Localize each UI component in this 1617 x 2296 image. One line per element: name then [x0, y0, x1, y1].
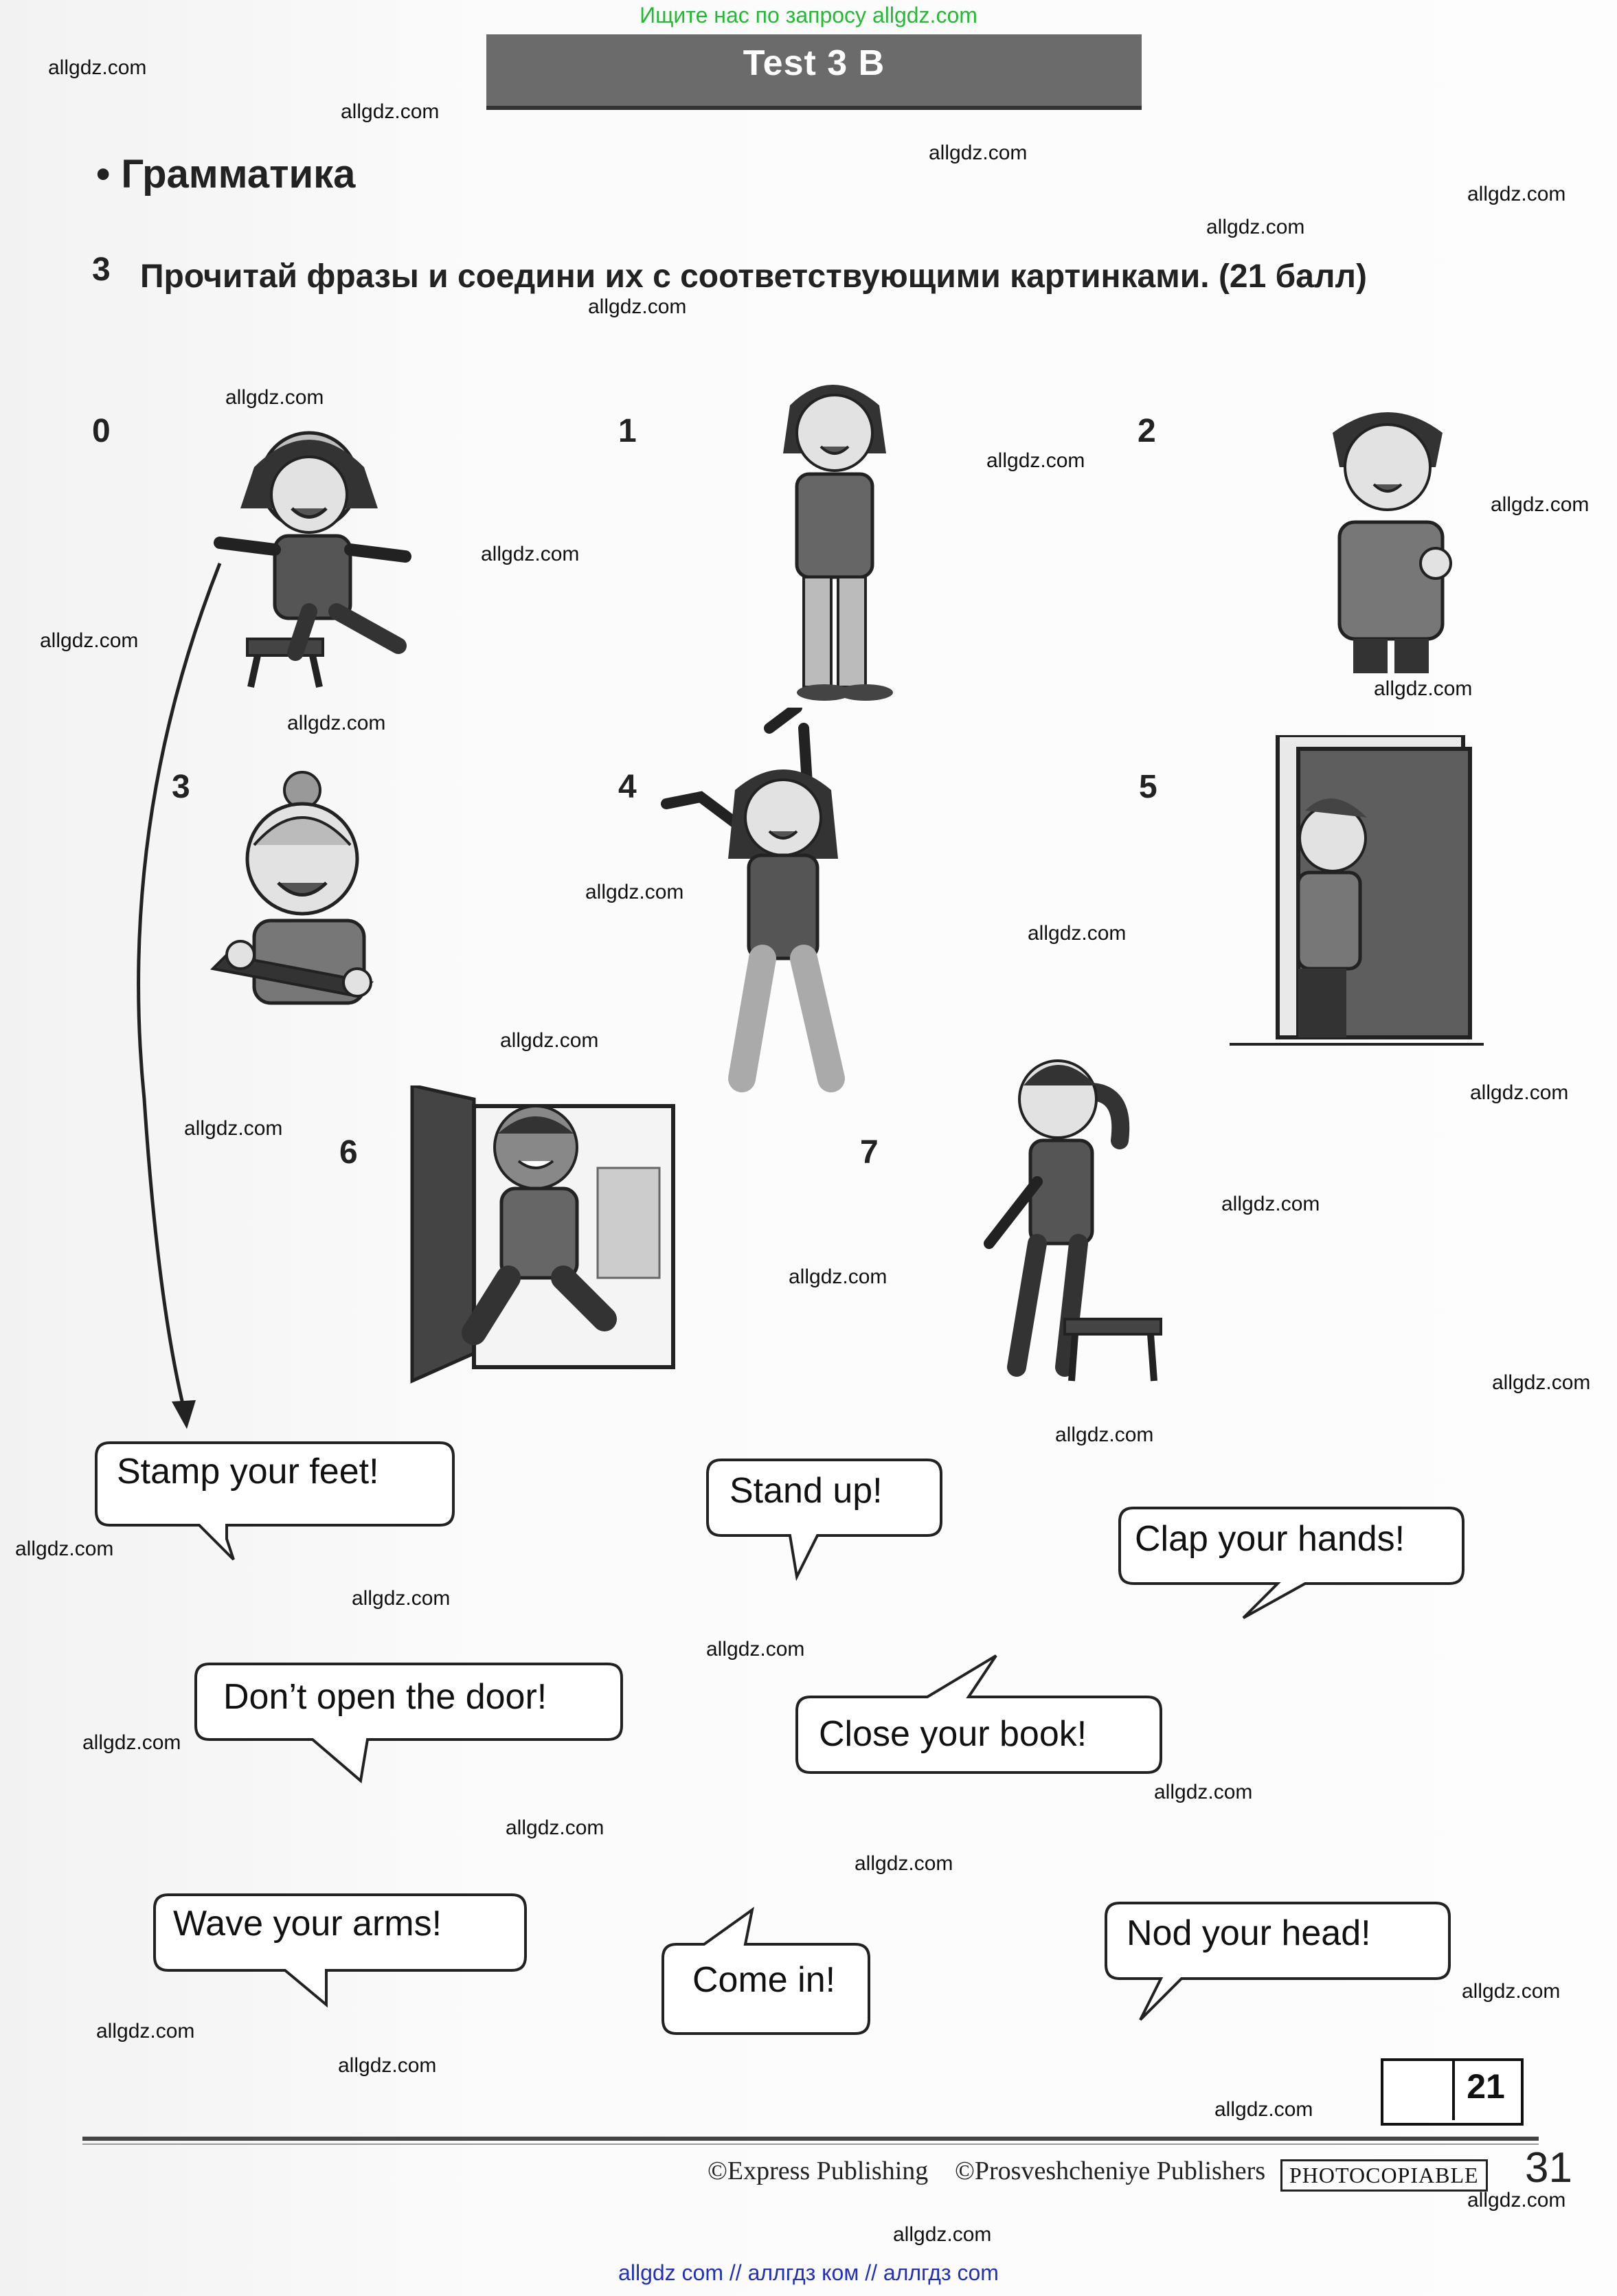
picture-number: 1 [618, 413, 637, 449]
bubble-text-5: Wave your arms! [173, 1904, 442, 1944]
watermark: allgdz.com [48, 56, 147, 79]
photocopiable-label: PHOTOCOPIABLE [1280, 2159, 1488, 2192]
page-number: 31 [1525, 2144, 1572, 2192]
promo-top[interactable]: Ищите нас по запросу allgdz.com [640, 3, 977, 27]
picture-number: 3 [172, 769, 190, 805]
watermark: allgdz.com [1221, 1193, 1320, 1215]
watermark: allgdz.com [352, 1587, 451, 1610]
picture-1-girl-nodding [728, 364, 934, 708]
watermark: allgdz.com [585, 881, 684, 903]
watermark: allgdz.com [1467, 183, 1566, 205]
picture-number: 2 [1138, 413, 1156, 449]
task-number: 3 [92, 251, 111, 288]
watermark: allgdz.com [506, 1816, 604, 1839]
watermark: allgdz.com [96, 2020, 195, 2042]
section-title [96, 151, 355, 197]
watermark: allgdz.com [1214, 2098, 1313, 2121]
watermark: allgdz.com [1154, 1781, 1253, 1803]
picture-number: 0 [92, 413, 111, 449]
watermark: allgdz.com [82, 1731, 181, 1754]
watermark: allgdz.com [341, 100, 440, 123]
watermark: allgdz.com [929, 142, 1028, 164]
watermark: allgdz.com [1055, 1423, 1154, 1446]
watermark: allgdz.com [1028, 922, 1127, 945]
section-title-text: Грамматика [121, 152, 356, 196]
footer-divider [82, 2137, 1539, 2141]
bubble-text-2: Clap your hands! [1135, 1519, 1405, 1559]
score-input-cell[interactable] [1381, 2058, 1455, 2120]
watermark: allgdz.com [1491, 493, 1590, 516]
footer-publisher-2: ©Prosveshcheniye Publishers [955, 2157, 1266, 2185]
watermark: allgdz.com [1206, 216, 1305, 238]
picture-2-boy-clapping [1298, 392, 1477, 680]
bubble-text-7: Nod your head! [1127, 1913, 1371, 1953]
picture-number: 4 [618, 769, 637, 805]
watermark: allgdz.com [1467, 2189, 1566, 2211]
watermark: allgdz.com [789, 1265, 887, 1288]
bubble-text-0: Stamp your feet! [117, 1452, 379, 1492]
picture-4-girl-waving [659, 708, 907, 1092]
score-max: 21 [1467, 2067, 1505, 2106]
watermark: allgdz.com [287, 712, 386, 734]
watermark: allgdz.com [40, 629, 139, 652]
watermark: allgdz.com [225, 386, 324, 409]
picture-number: 5 [1139, 769, 1157, 805]
watermark: allgdz.com [338, 2054, 437, 2077]
watermark: allgdz.com [1462, 1980, 1561, 2003]
watermark: allgdz.com [588, 295, 687, 318]
picture-6-boy-coming-in [392, 1085, 721, 1388]
bullet-icon: • [96, 152, 122, 196]
watermark: allgdz.com [500, 1029, 599, 1052]
watermark: allgdz.com [1492, 1371, 1591, 1394]
picture-number: 7 [860, 1134, 879, 1171]
watermark: allgdz.com [481, 543, 580, 565]
watermark: allgdz.com [15, 1538, 114, 1560]
example-arrow [103, 550, 240, 1443]
bubble-text-6: Come in! [692, 1960, 836, 2000]
bubble-text-4: Close your book! [819, 1714, 1087, 1754]
bubble-text-3: Don’t open the door! [223, 1677, 547, 1717]
watermark: allgdz.com [986, 449, 1085, 472]
footer-divider-thin [82, 2143, 1539, 2145]
watermark: allgdz.com [184, 1117, 283, 1140]
watermark: allgdz.com [1374, 677, 1473, 700]
picture-5-boy-closing-door [1230, 735, 1484, 1051]
test-title: Test 3 B [743, 43, 885, 83]
promo-bottom[interactable]: allgdz com // аллгдз ком // аллгдз com [618, 2260, 999, 2285]
picture-7-girl-standing-up [948, 1044, 1181, 1388]
watermark: allgdz.com [1470, 1081, 1569, 1104]
picture-number: 6 [339, 1134, 358, 1171]
footer-publisher-1: ©Express Publishing [708, 2157, 929, 2185]
watermark: allgdz.com [855, 1852, 953, 1875]
watermark: allgdz.com [706, 1638, 805, 1661]
bubble-text-1: Stand up! [730, 1471, 883, 1511]
watermark: allgdz.com [893, 2223, 992, 2246]
task-instruction: Прочитай фразы и соедини их с соответствующими картинками. (21 балл) [140, 258, 1367, 295]
